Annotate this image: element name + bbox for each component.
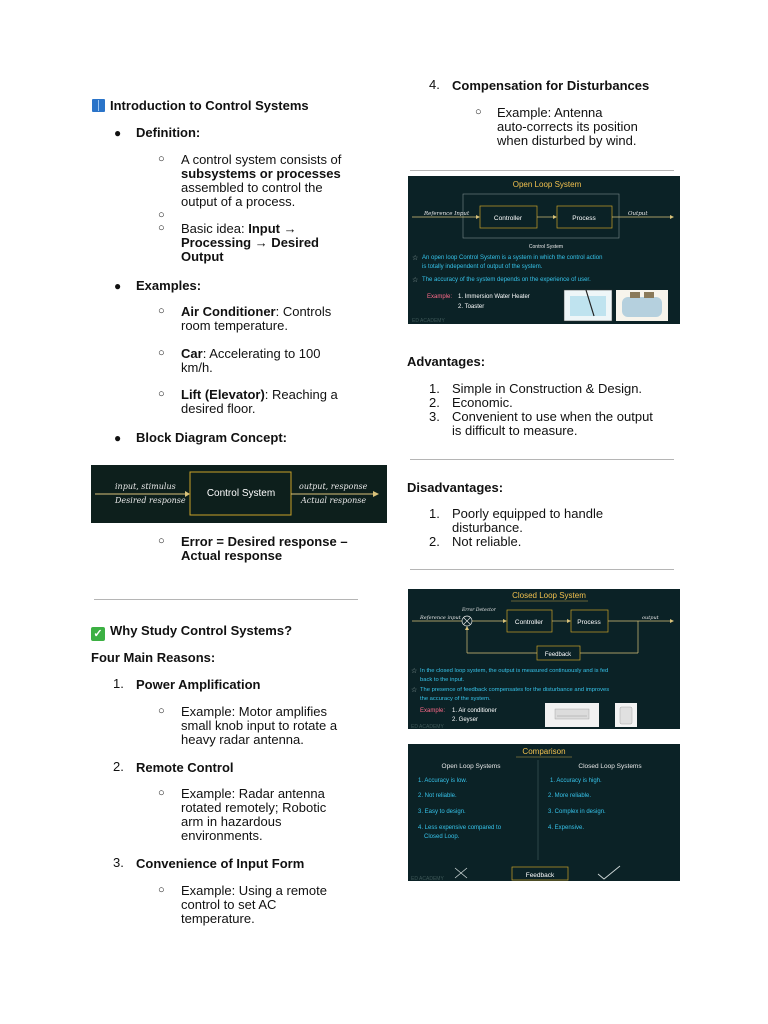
ol-controller-label: Controller (493, 215, 523, 222)
comparison-open-item: 3. Easy to design. (418, 809, 466, 815)
comparison-feedback-label: Feedback (525, 872, 555, 879)
reason-4-number: 4. (429, 77, 440, 92)
reason-4-title: Compensation for Disturbances (452, 78, 650, 93)
cl-text-2a: The presence of feedback compensates for the disturbance and improves (420, 687, 610, 693)
checkmark-icon (598, 866, 620, 879)
circle-bullet: ○ (158, 787, 165, 799)
comparison-watermark: ED ACADEMY (411, 876, 444, 881)
intro-heading: Introduction to Control Systems (92, 98, 309, 113)
reason-3-title: Convenience of Input Form (136, 856, 305, 871)
comparison-col-open: Open Loop Systems (441, 763, 501, 770)
advantage-item: Simple in Construction & Design. (452, 381, 643, 396)
dis-numbers: 1. 2. (429, 506, 440, 549)
comparison-open-item: Closed Loop. (424, 834, 460, 840)
four-reasons-label: Four Main Reasons: (91, 650, 216, 665)
open-loop-slide (408, 176, 680, 324)
definition-text: A control system consists of subsystems or processes assembled to control the output of a process. (181, 152, 342, 209)
comparison-open-item: 4. Less expensive compared to (418, 825, 502, 831)
cl-feedback-label: Feedback (544, 652, 572, 658)
bd-output-label: output, response (299, 482, 368, 491)
cl-process-label: Process (577, 619, 601, 626)
star-icon: ☆ (412, 254, 419, 262)
ol-text-1a: An open loop Control System is a system in which the control action (422, 255, 603, 261)
comparison-closed-item: 1. Accuracy is high. (550, 778, 602, 784)
divider (410, 459, 674, 460)
cl-text-2b: the accuracy of the system. (420, 696, 491, 702)
basic-idea: Basic idea: Input → Processing → Desired Output (181, 221, 319, 264)
bd-actual-label: Actual response (301, 496, 367, 505)
adv-numbers: 1. 2. 3. (429, 381, 440, 424)
bd-desired-label: Desired response (115, 496, 186, 505)
disadvantage-item: disturbance. (452, 520, 523, 535)
comparison-open-item: 2. Not reliable. (418, 793, 457, 799)
star-icon: ☆ (411, 686, 418, 694)
disadvantage-item: Poorly equipped to handle (452, 506, 604, 521)
circle-bullet: ○ (158, 535, 165, 547)
disadvantages-list (452, 507, 682, 549)
star-icon: ☆ (412, 276, 419, 284)
ol-text-1b: is totally independent of output of the system. (422, 264, 543, 270)
cl-example-1: 1. Air conditioner (452, 708, 497, 714)
reason-4-example: Example: Antenna auto-corrects its position when disturbed by wind. (497, 105, 638, 148)
cross-icon (455, 868, 467, 878)
cl-watermark: ED ACADEMY (411, 724, 444, 729)
comparison-closed-item: 3. Complex in design. (548, 809, 606, 815)
comparison-closed-item: 2. More reliable. (548, 793, 592, 799)
reason-1-example: Example: Motor amplifies small knob input to rotate a heavy radar antenna. (181, 704, 338, 747)
example-car: Car: Accelerating to 100 km/h. (181, 346, 321, 375)
definition-label: Definition: (136, 125, 201, 140)
reason-2-title: Remote Control (136, 760, 234, 775)
error-formula: Error = Desired response – Actual response (181, 534, 348, 563)
ol-example-1: 1. Immersion Water Heater (458, 294, 530, 300)
comparison-col-closed: Closed Loop Systems (578, 763, 642, 770)
disadvantage-item: Not reliable. (452, 534, 522, 549)
ol-watermark: ED ACADEMY (412, 318, 445, 324)
circle-bullet: ○ (158, 388, 165, 400)
divider (410, 569, 674, 570)
ol-text-2: The accuracy of the system depends on the experience of user. (422, 277, 591, 283)
circle-bullet: ○ (158, 705, 165, 717)
divider (410, 170, 674, 171)
block-diagram-image (91, 465, 387, 523)
ol-process-label: Process (572, 215, 596, 222)
circle-bullet: ○ (158, 222, 165, 234)
check-icon: ✓ (91, 627, 105, 641)
circle-bullet: ○ (158, 884, 165, 896)
cl-text-1a: In the closed loop system, the output is measured continuously and is fed (420, 668, 609, 674)
cl-ref-label: Reference input (420, 615, 461, 621)
bd-input-label: input, stimulus (115, 482, 176, 491)
circle-bullet: ○ (158, 153, 165, 165)
comparison-open-item: 1. Accuracy is low. (418, 778, 468, 784)
why-heading: ✓ Why Study Control Systems? (91, 623, 292, 641)
reason-1-title: Power Amplification (136, 677, 261, 692)
cl-example-label: Example: (420, 708, 446, 714)
closed-loop-slide (408, 589, 680, 729)
ol-caption: Control System (528, 244, 564, 250)
reason-2-number: 2. (113, 759, 124, 774)
cl-text-1b: back to the input. (420, 677, 465, 683)
open-loop-title: Open Loop System (512, 180, 582, 189)
cl-error-label: Error Detector (462, 608, 496, 613)
advantage-item: Economic. (452, 395, 513, 410)
bd-box-label: Control System (206, 488, 276, 499)
examples-label: Examples: (136, 278, 202, 293)
bullet: ● (114, 279, 122, 293)
advantage-item: is difficult to measure. (452, 423, 578, 438)
ol-example-label: Example: (427, 294, 453, 300)
reason-1-number: 1. (113, 676, 124, 691)
closed-loop-title: Closed Loop System (512, 591, 586, 600)
cl-example-2: 2. Geyser (452, 717, 479, 723)
bullet: ● (114, 126, 122, 140)
circle-bullet: ○ (158, 347, 165, 359)
comparison-title: Comparison (522, 747, 566, 756)
circle-bullet: ○ (475, 106, 482, 118)
cl-output-label: output (642, 615, 659, 621)
advantages-list (452, 382, 682, 438)
reason-3-example: Example: Using a remote control to set AC temperature. (181, 883, 327, 926)
bullet: ● (114, 431, 122, 445)
reason-2-example: Example: Radar antenna rotated remotely; Robotic arm in hazardous environments. (181, 786, 327, 843)
reason-3-number: 3. (113, 855, 124, 870)
comparison-closed-item: 4. Expensive. (548, 825, 585, 831)
comparison-slide (408, 744, 680, 881)
circle-bullet: ○ (158, 305, 165, 317)
cl-controller-label: Controller (514, 619, 544, 626)
divider (94, 599, 358, 600)
block-diagram-label: Block Diagram Concept: (136, 430, 287, 445)
star-icon: ☆ (411, 667, 418, 675)
advantage-item: Convenient to use when the output (452, 409, 653, 424)
example-air-conditioner: Air Conditioner: Controls room temperature. (181, 304, 332, 333)
ol-example-2: 2. Toaster (458, 304, 485, 310)
book-icon (92, 99, 105, 112)
advantages-label: Advantages: (407, 354, 486, 369)
disadvantages-label: Disadvantages: (407, 480, 504, 495)
example-lift: Lift (Elevator): Reaching a desired floor. (181, 387, 338, 416)
ol-ref-label: Reference Input (424, 211, 470, 217)
ol-output-label: Output (628, 211, 648, 217)
circle-bullet-empty: ○ (158, 209, 165, 221)
